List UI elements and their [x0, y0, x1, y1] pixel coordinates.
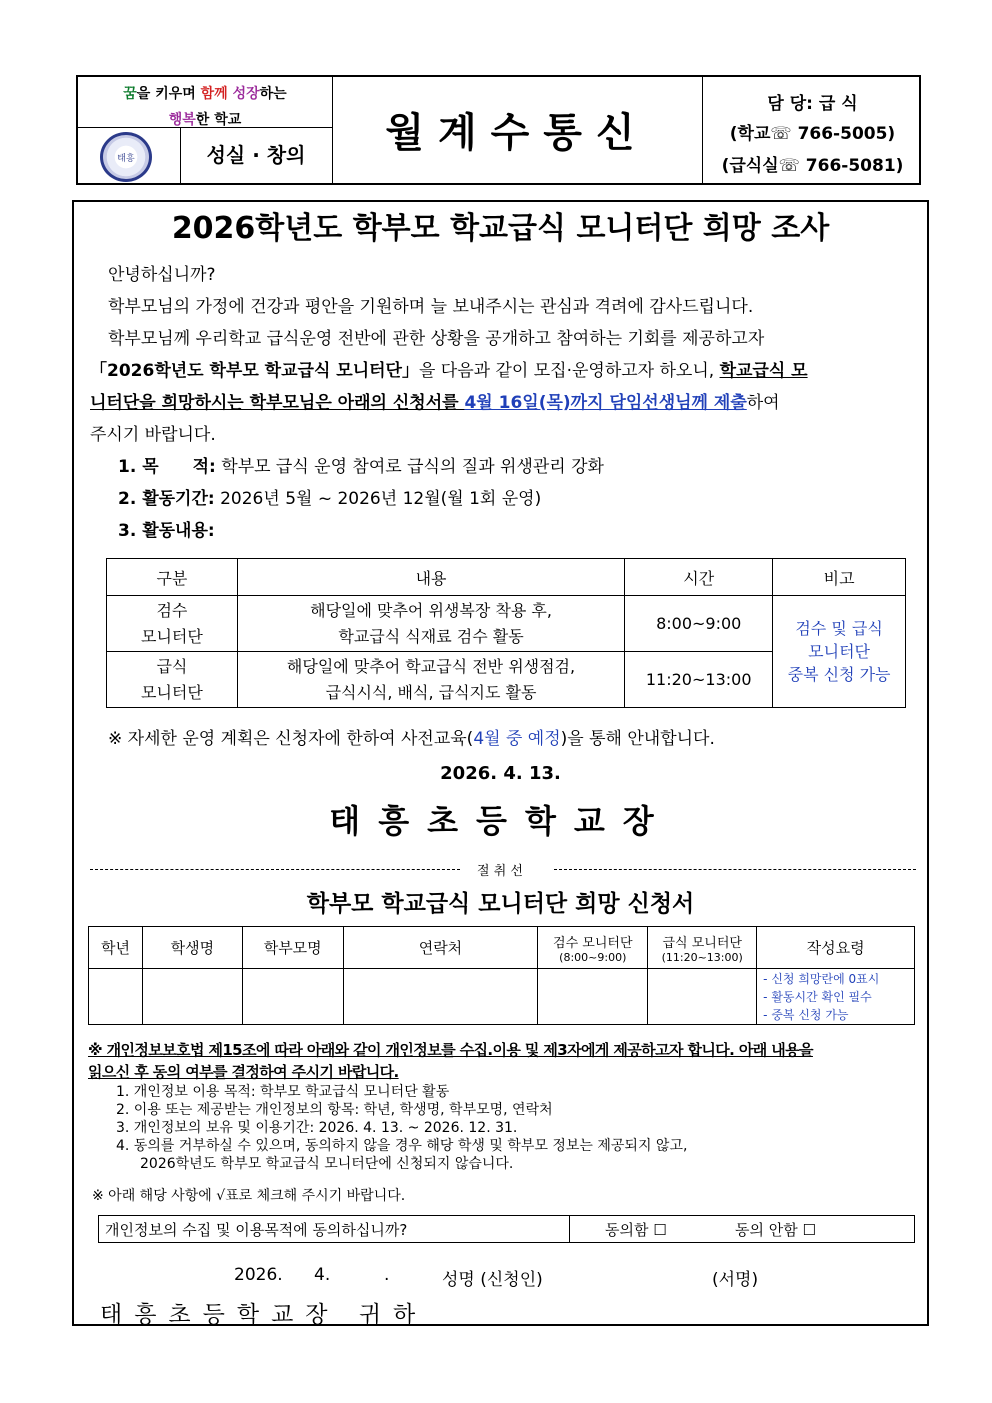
sign-signature-label: (서명) — [712, 1270, 759, 1290]
form-title: 학부모 학교급식 모니터단 희망 신청서 — [306, 891, 695, 917]
parent-name-input[interactable] — [242, 969, 343, 1025]
privacy-heading: ※ 개인정보보호법 제15조에 따라 아래와 같이 개인정보를 수집.이용 및 제3자에게 제공하고자 합니다. 아래 내용을 읽으신 후 동의 여부를 결정하여 주시기 바랍니다. — [88, 1041, 813, 1081]
cut-line-right — [554, 869, 916, 870]
col-header: 비고 — [773, 559, 906, 596]
school-emblem-icon: 태흥 — [100, 132, 152, 182]
sign-month: 4. — [314, 1265, 331, 1285]
agree-checkbox[interactable]: 동의함 ☐ — [605, 1221, 667, 1239]
consent-box — [98, 1215, 915, 1243]
school-motto: 성실 · 창의 — [206, 143, 306, 167]
item-purpose: 1. 목 적: 학부모 급식 운영 참여로 급식의 질과 위생관리 강화 — [118, 457, 604, 477]
principal-signature: 태흥초등학교장 — [329, 802, 672, 840]
greeting: 안녕하십니까? — [108, 265, 216, 285]
sign-day: . — [384, 1265, 390, 1285]
sign-year: 2026. — [234, 1265, 283, 1285]
document-title: 2026학년도 학부모 학교급식 모니터단 희망 조사 — [171, 211, 830, 246]
student-name-input[interactable] — [142, 969, 242, 1025]
newsletter-title: 월계수통신 — [385, 110, 649, 156]
application-table: 학년 학생명 학부모명 연락처 검수 모니터단 (8:00~9:00) 급식 모니터단 (11:20~13:00) 작성요령 - 신청 희망란에 0표시 - 활동시간 확인 필수 - 중복 신청 가능 — [88, 926, 915, 1025]
table-row: 검수 모니터단 해당일에 맞추어 위생복장 착용 후, 학교급식 식재료 검수 활동 8:00~9:00 검수 및 급식 모니터단 중복 신청 가능 — [107, 596, 906, 652]
education-notice: ※ 자세한 운영 계획은 신청자에 한하여 사전교육(4월 중 예정)을 통해 안내합니다. — [108, 729, 715, 749]
item-period: 2. 활동기간: 2026년 5월 ~ 2026년 12월(월 1회 운영) — [118, 489, 542, 509]
contact-manager: 담 당: 급 식 — [767, 94, 858, 114]
contact-cafeteria-phone: (급식실☏ 766-5081) — [721, 156, 904, 176]
school-slogan-line2: 행복한 학교 — [168, 112, 242, 128]
cut-line-label: 절 취 선 — [477, 864, 523, 879]
meal-monitor-input[interactable] — [648, 969, 757, 1025]
contact-school-phone: (학교☏ 766-5005) — [729, 124, 896, 144]
privacy-items: 1. 개인정보 이용 목적: 학부모 학교급식 모니터단 활동 2. 이용 또는 제공받는 개인정보의 항목: 학년, 학생명, 학부모명, 연락처 3. 개인정보의 보유 및 이용기간: 2026. 4. 13. ~ 2026. 12. 31. 4. 동의를 거부하실 수 있으며, 동의하지 않을 경우 해당 학생 및 학부모 정보는 제공되지 않고, 2026학년도 학부모 학교급식 모니터단에 신청되지 않습니다. — [116, 1084, 688, 1172]
school-slogan-line1: 꿈을 키우며 함께 성장하는 — [123, 86, 287, 102]
sign-name-label: 성명 (신청인) — [442, 1270, 543, 1290]
contact-input[interactable] — [343, 969, 538, 1025]
guide-cell: - 신청 희망란에 0표시 - 활동시간 확인 필수 - 중복 신청 가능 — [757, 969, 915, 1025]
table-row — [89, 969, 915, 1025]
consent-question: 개인정보의 수집 및 이용목적에 동의하십니까? — [105, 1221, 408, 1239]
col-header: 시간 — [625, 559, 773, 596]
paragraph-2-line1: 학부모님께 우리학교 급식운영 전반에 관한 상황을 공개하고 참여하는 기회를 제공하고자 — [108, 329, 765, 349]
note-cell: 검수 및 급식 모니터단 중복 신청 가능 — [773, 596, 906, 708]
grade-input[interactable] — [89, 969, 143, 1025]
newsletter-header — [76, 75, 921, 185]
item-content: 3. 활동내용: — [118, 521, 215, 541]
issue-date: 2026. 4. 13. — [440, 763, 561, 784]
activity-table — [106, 558, 906, 708]
paragraph-2-line4: 주시기 바랍니다. — [90, 425, 216, 445]
cut-line-left — [90, 869, 460, 870]
col-header: 내용 — [237, 559, 624, 596]
paragraph-2-line3: 니터단을 희망하시는 학부모님은 아래의 신청서를 4월 16일(목)까지 담임선생님께 제출하여 — [90, 393, 780, 413]
recipient: 태흥초등학교장 귀하 — [100, 1302, 428, 1328]
col-header: 구분 — [107, 559, 238, 596]
paragraph-1: 학부모님의 가정에 건강과 평안을 기원하며 늘 보내주시는 관심과 격려에 감사드립니다. — [108, 297, 754, 317]
check-note: ※ 아래 해당 사항에 √표로 체크해 주시기 바랍니다. — [92, 1188, 406, 1204]
table-row: 급식 모니터단 해당일에 맞추어 학교급식 전반 위생점검, 급식시식, 배식, 급식지도 활동 11:20~13:00 — [107, 652, 906, 708]
disagree-checkbox[interactable]: 동의 안함 ☐ — [735, 1221, 816, 1239]
paragraph-2-line2: 「2026학년도 학부모 학교급식 모니터단」을 다음과 같이 모집·운영하고자 하오니, 학교급식 모 — [90, 361, 808, 381]
inspect-monitor-input[interactable] — [538, 969, 648, 1025]
